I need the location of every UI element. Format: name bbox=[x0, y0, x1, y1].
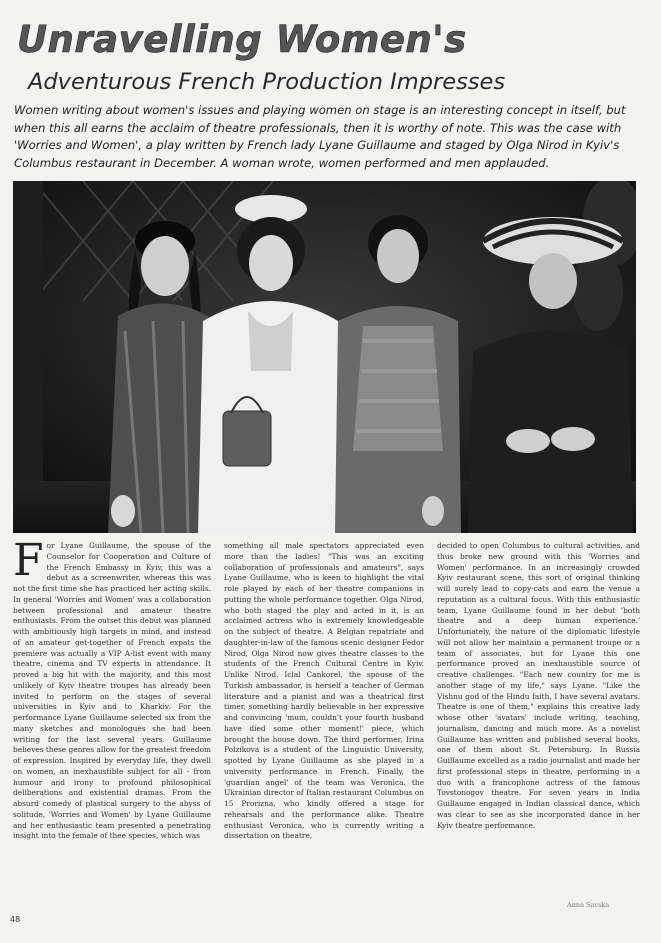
drop-cap: F bbox=[13, 541, 44, 586]
headline-title: Unravelling Women's bbox=[17, 18, 467, 61]
author-byline: Anna Savska bbox=[567, 901, 610, 909]
column-1-text: or Lyane Guillaume, the spouse of the Counselor for Cooperation and Culture of the French Embassy in Kyiv, this was a debut as a screenwriter, whereas this was not the first time she has practiced her acting skills. In general 'Worries and Women' was a collaboration between professional and amateur theatre enthusiasts. From the outset this debut was planned with ambitiously high targets in mind, and instead of an amateur get-together of French expats the premiere was actually a VIP A-list event with many theatre, cinema and TV experts in attendance. It proved a big hit with the majority, and this most unlikely of Kyiv theatre troupes has already been invited to perform on the stages of several universities in Kyiv and to Kharkiv. For the performance Lyane Guillaume selected six from the many sketches and monologues she had been writing for the last several years. Guillaume believes these genres allow for the greatest freedom of expression. Inspired by everyday life, they dwell on women, an inexhaustible subject for all - from humour and irony to profound philosophical deliberations and existential dramas. From the absurd comedy of plastical surgery to the abyss of solitude, 'Worries and Women' by Lyane Guillaume and her enthusiastic team presented a penetrating insight into the female of thee species, which was bbox=[13, 541, 211, 841]
article-body bbox=[13, 541, 640, 911]
four-women-photo bbox=[13, 181, 636, 533]
photo-illustration bbox=[13, 181, 636, 533]
article-column-2: something all male spectators appreciated even more than the ladies! "This was an exciting collaboration of professionals and amateurs", says Lyane Guillaume, who is keen to highlight the vital role played by each of her theatre companions in putting the whole performance together. Olga Nirod, who both staged the play and acted in it, is an acclaimed actress who is extremely knowledgeable on the subject of theatre. A Belgian repatriate and daughter-in-law of the famous scenic designer Fedor Nirod, Olga Nirod now gives theatre classes to the students of the French Cultural Centre in Kyiv. Unlike Nirod, Iclal Cankorel, the spouse of the Turkish ambassador, is herself a teacher of German literature and a pianist and was a theatrical first timer, something hardly believable in her expressive and convincing 'mum, couldn't your fourth husband have died some other moment!' piece, which brought the house down. The third performer, Irina Polzikova is a student of the Linguistic University, spotted by Lyane Guillaume as she played in a university performance in French. Finally, the 'guardian angel' of the team was Veronica, the Ukrainian director of Italian restaurant Columbus on 15 Prorizna, who kindly offered a stage for rehearsals and the performance alike. Theatre enthusiast Veronica, who is currently writing a dissertation on theatre, bbox=[224, 541, 424, 841]
headline-subtitle: Adventurous French Production Impresses bbox=[28, 69, 506, 95]
article-column-3: decided to open Columbus to cultural activities, and thus broke new ground with this 'Worries and Women' performance. In an increasingly crowded Kyiv restaurant scene, this sort of original thinking will surely lead to copy-cats and earn the venue a reputation as a cultural focus. With this enthusiastic team, Lyane Guillaume found in her debut 'both theatre and a deep human experience.' Unfortunately, the nature of the diplomatic lifestyle will not allow her maintain a permanent troupe or a team of associates, but for Lyane this one performance proved an inexhaustible source of creative challenges. "Each new country for me is another stage of my life," says Lyane. "Like the Vishnu god of the Hindu faith, I have several avatars. Theatre is one of them," explains this creative lady whose other 'avatars' include writing, teaching, journalism, dancing and much more. As a novelist Guillaume has written and published several books, one of them about St. Petersburg. In Russia Guillaume excelled as a radio journalist and made her first professional steps in theatre, performing in a duo with a francophone actress of the famous Tovstonogov theatre. For seven years in India Guillaume engaged in Indian classical dance, which was clear to see as she incorporated dance in her Kyiv theatre performance. bbox=[437, 541, 640, 830]
article-deck: Women writing about women's issues and playing women on stage is an interesting concept in itself, but when this all earns the acclaim of theatre professionals, then it is worthy of note. This was the case with 'Worries and Women', a play written by French lady Lyane Guillaume and staged by Olga Nirod in Kyiv's Columbus restaurant in December. A woman wrote, women performed and men applauded. bbox=[14, 103, 626, 170]
page-number: 48 bbox=[10, 915, 21, 924]
article-column-1 bbox=[13, 541, 211, 911]
